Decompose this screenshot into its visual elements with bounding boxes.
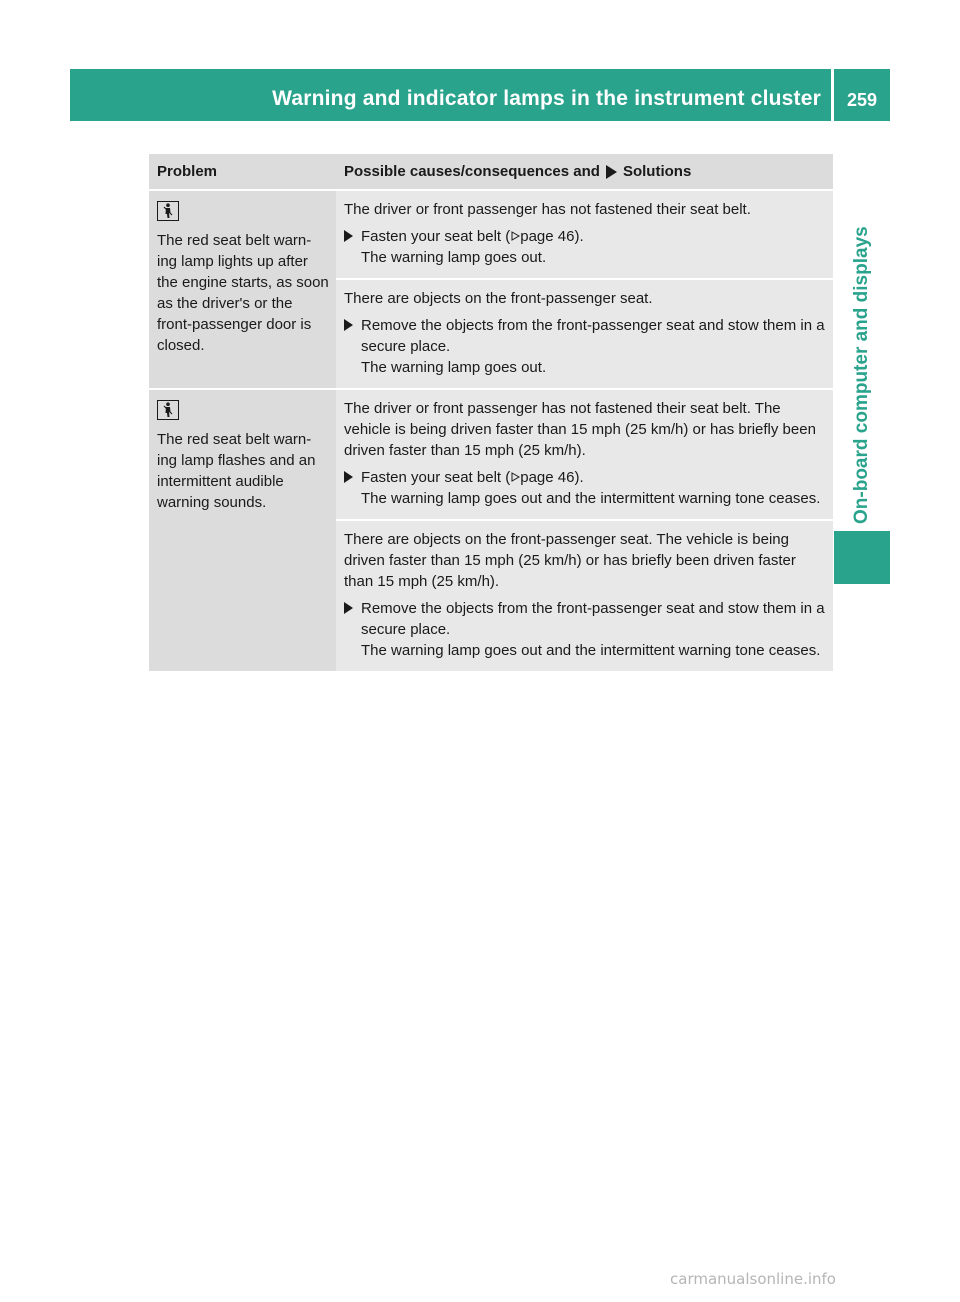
solutions-column: [336, 191, 833, 388]
step-body: [361, 598, 827, 661]
result-text: The warning lamp goes out and the intermittent warning tone ceases.: [361, 642, 821, 659]
step-text: Remove the objects from the front-passenger seat and stow them in a secure place.: [361, 317, 825, 355]
problem-text: The red seat belt warn- ing lamp lights up after the engine starts, as soon as the driver's or the front-passenger door is closed.: [157, 232, 329, 354]
table-row: [149, 390, 833, 671]
step-line: [361, 226, 827, 247]
step-text: Remove the objects from the front-passenger seat and stow them in a secure place.: [361, 600, 825, 638]
column-header-problem: Problem: [157, 163, 218, 180]
problem-cell: [149, 191, 336, 388]
column-header-solutions: [336, 161, 833, 182]
step-line: [361, 467, 827, 488]
side-tab-label: On-board computer and displays: [851, 226, 872, 524]
seat-belt-icon: [157, 201, 179, 221]
step-body: [361, 226, 827, 268]
action-arrow-icon: [344, 230, 353, 242]
page-title: Warning and indicator lamps in the instrument cluster: [272, 87, 821, 110]
step-body: [361, 315, 827, 378]
action-step: [344, 226, 827, 268]
action-arrow-icon: [344, 602, 353, 614]
result-text: The warning lamp goes out.: [361, 249, 547, 266]
column-header-solutions-suffix: Solutions: [622, 163, 692, 180]
problem-text: The red seat belt warn- ing lamp flashes and an intermittent audible warning sounds.: [157, 431, 316, 511]
cause-text: The driver or front passenger has not fastened their seat belt.: [344, 201, 751, 218]
page-reference-icon: [510, 470, 520, 482]
table-row: [149, 191, 833, 388]
cause-text: The driver or front passenger has not fastened their seat belt. The vehicle is being driven faster than 15 mph (25 km/h) or has briefly been driven faster than 15 mph (25 km/h).: [344, 400, 816, 459]
page-reference-link[interactable]: page 46).: [520, 228, 584, 245]
problem-cell: [149, 390, 336, 671]
step-text: Fasten your seat belt (: [361, 469, 511, 486]
page-number-box: [834, 69, 890, 121]
side-tab: [834, 124, 890, 544]
step-body: [361, 467, 827, 509]
page-number: 259: [846, 89, 878, 110]
page-reference-link[interactable]: page 46).: [520, 469, 584, 486]
solution-cell: [336, 521, 833, 671]
result-text: The warning lamp goes out.: [361, 359, 547, 376]
step-text: Fasten your seat belt (: [361, 228, 511, 245]
seat-belt-icon: [157, 400, 179, 420]
solution-cell: [336, 390, 833, 519]
result-text: The warning lamp goes out and the intermittent warning tone ceases.: [361, 490, 821, 507]
column-header-solutions-prefix: Possible causes/consequences and: [344, 163, 600, 180]
action-arrow-icon: [606, 165, 617, 179]
problem-table: [149, 154, 833, 671]
solution-cell: [336, 191, 833, 278]
action-arrow-icon: [344, 471, 353, 483]
action-step: [344, 598, 827, 661]
side-tab-marker: [834, 531, 890, 584]
header-bar: [70, 69, 831, 121]
action-step: [344, 315, 827, 378]
action-arrow-icon: [344, 319, 353, 331]
cause-text: There are objects on the front-passenger seat.: [344, 290, 653, 307]
action-step: [344, 467, 827, 509]
solutions-column: [336, 390, 833, 671]
page-reference-icon: [510, 229, 520, 241]
table-header: [149, 154, 833, 189]
watermark: carmanualsonline.info: [670, 1270, 836, 1288]
solution-cell: [336, 280, 833, 388]
cause-text: There are objects on the front-passenger seat. The vehicle is being driven faster than 15 mph (25 km/h) or has briefly been driven faster than 15 mph (25 km/h).: [344, 531, 796, 590]
